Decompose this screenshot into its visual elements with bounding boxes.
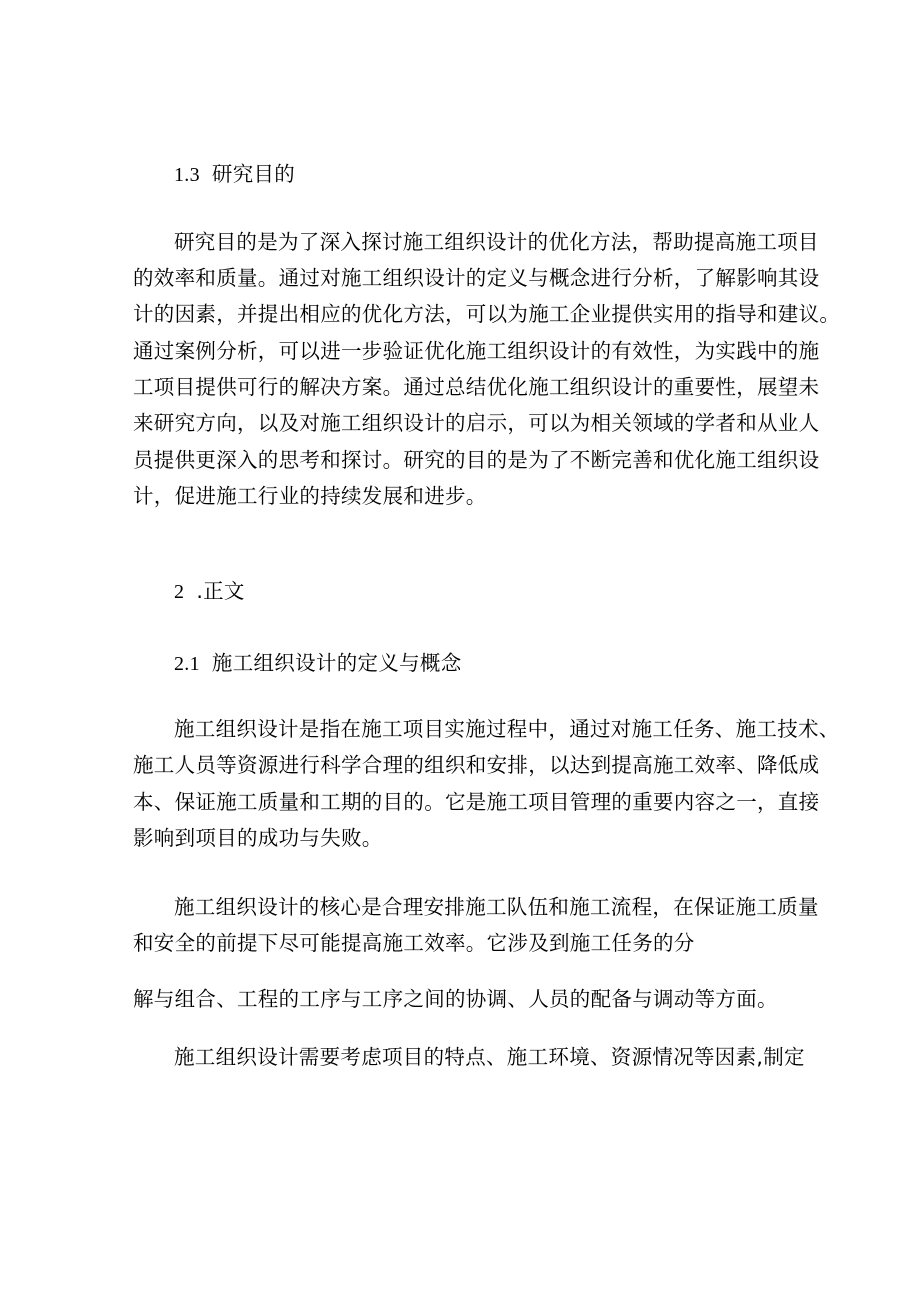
paragraph-line: 员提供更深入的思考和探讨。研究的目的是为了不断完善和优化施工组织设 (133, 448, 820, 472)
paragraph-line: 来研究方向，以及对施工组织设计的启示，可以为相关领域的学者和从业人 (133, 411, 820, 435)
paragraph-line: 通过案例分析，可以进一步验证优化施工组织设计的有效性，为实践中的施 (133, 339, 820, 363)
section-number: 2.1 (174, 653, 200, 675)
paragraph-line: 施工组织设计的核心是合理安排施工队伍和施工流程，在保证施工质量 (174, 895, 819, 919)
paragraph-line: 施工人员等资源进行科学合理的组织和安排，以达到提高施工效率、降低成 (133, 753, 820, 777)
paragraph-line: 施工组织设计需要考虑项目的特点、施工环境、资源情况等因素,制定 (174, 1045, 805, 1069)
paragraph-line: 的效率和质量。通过对施工组织设计的定义与概念进行分析，了解影响其设 (133, 266, 820, 290)
section-number: 2 (174, 581, 185, 603)
paragraph-line: 影响到项目的成功与失败。 (133, 826, 383, 850)
section-number: 1.3 (174, 164, 200, 186)
paragraph-line: 计的因素，并提出相应的优化方法，可以为施工企业提供实用的指导和建议。 (133, 302, 841, 326)
paragraph-line: 研究目的是为了深入探讨施工组织设计的优化方法，帮助提高施工项目 (174, 230, 819, 254)
section-heading-1-3 (174, 160, 295, 189)
section-heading-2 (174, 577, 245, 606)
paragraph-line: 和安全的前提下尽可能提高施工效率。它涉及到施工任务的分 (133, 931, 695, 955)
section-title: 研究目的 (211, 162, 296, 186)
paragraph-line: 施工组织设计是指在施工项目实施过程中，通过对施工任务、施工技术、 (174, 717, 840, 741)
section-heading-2-1 (174, 649, 462, 678)
paragraph-line: 计，促进施工行业的持续发展和进步。 (133, 484, 487, 508)
section-title: .正文 (196, 579, 245, 603)
section-title: 施工组织设计的定义与概念 (211, 651, 462, 675)
paragraph-line: 解与组合、工程的工序与工序之间的协调、人员的配备与调动等方面。 (133, 987, 778, 1011)
paragraph-line: 本、保证施工质量和工期的目的。它是施工项目管理的重要内容之一，直接 (133, 790, 820, 814)
paragraph-line: 工项目提供可行的解决方案。通过总结优化施工组织设计的重要性，展望未 (133, 375, 820, 399)
